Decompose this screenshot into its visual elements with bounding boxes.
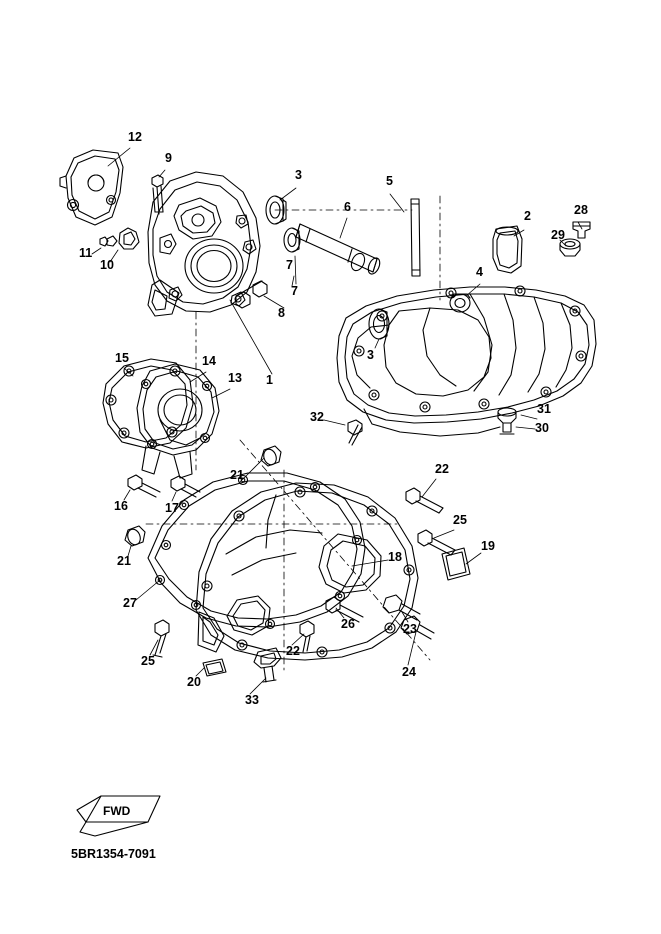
part-main-crankcase-body — [337, 286, 596, 436]
callout-17: 17 — [165, 501, 179, 515]
part-22-bolt-lower — [300, 621, 314, 652]
callout-31: 31 — [537, 402, 551, 416]
callout-26: 26 — [341, 617, 355, 631]
callout-13: 13 — [228, 371, 242, 385]
callout-9: 9 — [165, 151, 172, 165]
callout-22-lower: 22 — [286, 644, 300, 658]
part-13-pump-body — [137, 364, 219, 478]
part-30-31-32-plug — [348, 408, 516, 445]
callout-21: 21 — [230, 468, 244, 482]
part-15-14-cover — [103, 359, 193, 448]
part-25-bolt-upper — [418, 530, 455, 555]
callout-30: 30 — [535, 421, 549, 435]
callout-12: 12 — [128, 130, 142, 144]
fwd-label: FWD — [103, 804, 131, 818]
callout-4: 4 — [476, 265, 483, 279]
callout-33: 33 — [245, 693, 259, 707]
callout-19: 19 — [481, 539, 495, 553]
callout-1: 1 — [266, 373, 273, 387]
callout-29: 29 — [551, 228, 565, 242]
callout-7: 7 — [286, 258, 293, 272]
callout-2: 2 — [524, 209, 531, 223]
callout-8: 8 — [278, 306, 285, 320]
callout-25: 25 — [453, 513, 467, 527]
part-27-gasket — [148, 473, 365, 629]
callout-21-lower: 21 — [117, 554, 131, 568]
callout-6: 6 — [344, 200, 351, 214]
callout-32: 32 — [310, 410, 324, 424]
part-10-11-clip — [100, 228, 139, 249]
callout-16: 16 — [114, 499, 128, 513]
part-1-crankcase-right — [148, 172, 260, 316]
part-2-grommet — [493, 226, 522, 273]
callout-20: 20 — [187, 675, 201, 689]
callout-24: 24 — [402, 665, 416, 679]
part-18-transmission-cover — [196, 483, 418, 660]
part-21-dowels — [125, 446, 281, 547]
callout-28: 28 — [574, 203, 588, 217]
part-6-shaft — [296, 224, 382, 276]
callout-10: 10 — [100, 258, 114, 272]
callout-15: 15 — [115, 351, 129, 365]
part-20-grommet — [203, 659, 226, 676]
part-33-clamp — [254, 648, 281, 682]
callout-18: 18 — [388, 550, 402, 564]
callout-23: 23 — [403, 622, 417, 636]
callout-5: 5 — [386, 174, 393, 188]
callout-27: 27 — [123, 596, 137, 610]
part-22-bolt-upper — [406, 488, 443, 513]
part-25-bolt-lower — [153, 620, 169, 657]
callout-22: 22 — [435, 462, 449, 476]
part-5-pipe — [411, 199, 420, 276]
callout-3-lower: 3 — [367, 348, 374, 362]
part-16-17-bolts — [128, 475, 200, 497]
callout-7-lower: 7 — [291, 284, 298, 298]
callout-11: 11 — [79, 246, 93, 260]
callout-3: 3 — [295, 168, 302, 182]
callout-25-lower: 25 — [141, 654, 155, 668]
part-number-label: 5BR1354-7091 — [71, 847, 156, 861]
callout-14: 14 — [202, 354, 216, 368]
